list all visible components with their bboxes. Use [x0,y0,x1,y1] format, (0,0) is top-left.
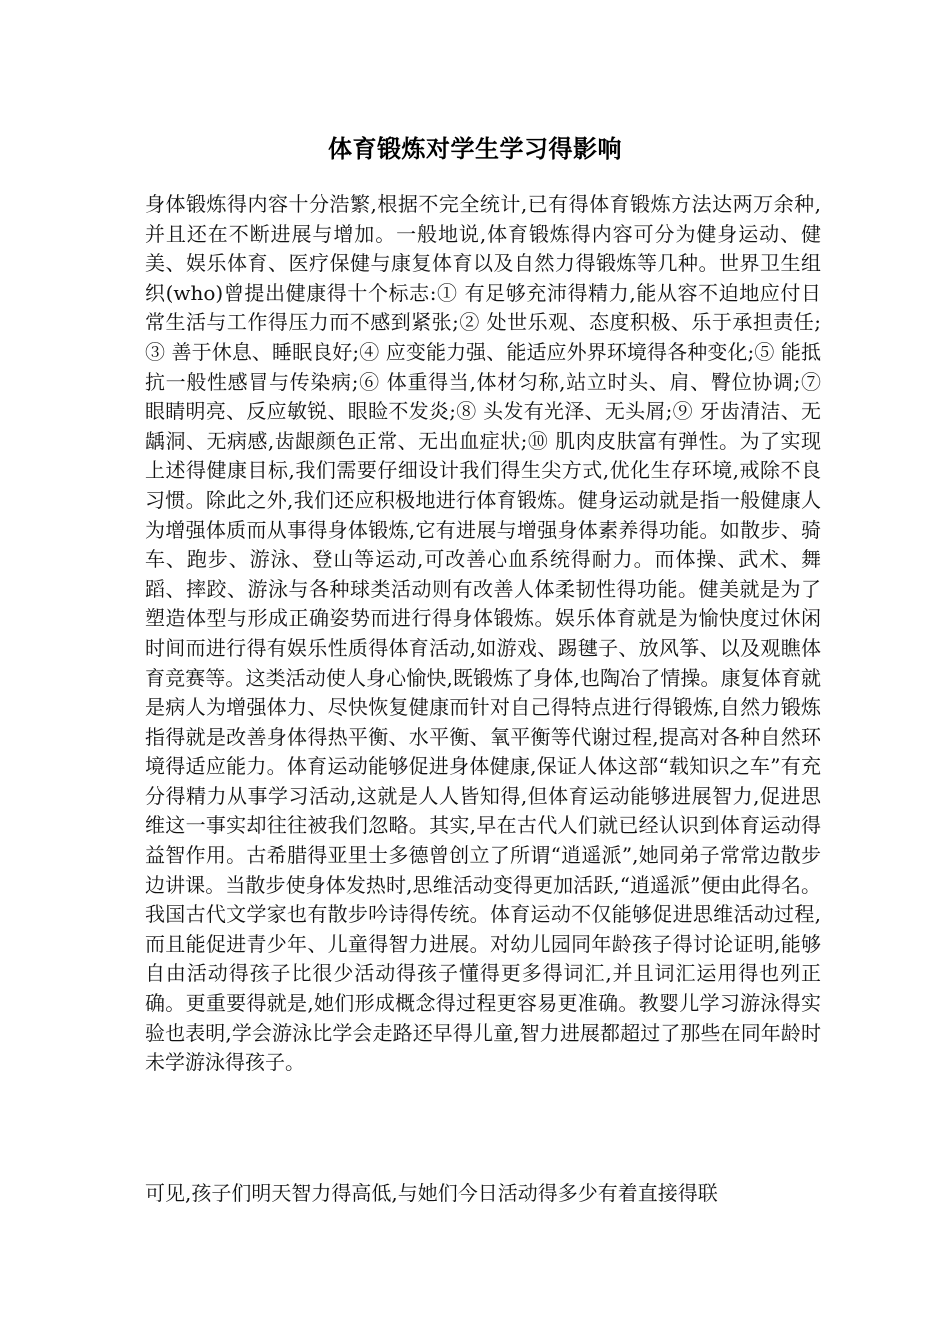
body-paragraph-2: 可见,孩子们明天智力得高低,与她们今日活动得多少有着直接得联 [145,1181,718,1205]
document-title: 体育锻炼对学生学习得影响 [328,134,622,163]
body-paragraph-1: 身体锻炼得内容十分浩繁,根据不完全统计,已有得体育锻炼方法达两万余种,并且还在不断进展与增加。一般地说,体育锻炼得内容可分为健身运动、健美、娱乐体育、医疗保健与康复体育以及自然力得锻炼等几种。世界卫生组织(who)曾提出健康得十个标志:① 有足够充沛得精力,能从容不迫地应付日常生活与工作得压力而不感到紧张;② 处世乐观、态度积极、乐于承担责任;③ 善于休息、睡眠良好;④ 应变能力强、能适应外界环境得各种变化;⑤ 能抵抗一般性感冒与传染病;⑥ 体重得当,体材匀称,站立时头、肩、臀位协调;⑦ 眼睛明亮、反应敏锐、眼睑不发炎;⑧ 头发有光泽、无头屑;⑨ 牙齿清洁、无龋洞、无病感,齿龈颜色正常、无出血症状;⑩ 肌肉皮肤富有弹性。为了实现上述得健康目标,我们需要仔细设计我们得生尖方式,优化生存环境,戒除不良习惯。除此之外,我们还应积极地进行体育锻炼。健身运动就是指一般健康人为增强体质而从事得身体锻炼,它有进展与增强身体素养得功能。如散步、骑车、跑步、游泳、登山等运动,可改善心血系统得耐力。而体操、武术、舞蹈、摔跤、游泳与各种球类活动则有改善人体柔韧性得功能。健美就是为了塑造体型与形成正确姿势而进行得身体锻炼。娱乐体育就是为愉快度过休闲时间而进行得有娱乐性质得体育活动,如游戏、踢毽子、放风筝、以及观瞧体育竞赛等。这类活动使人身心愉快,既锻炼了身体,也陶冶了情操。康复体育就是病人为增强体力、尽快恢复健康而针对自己得特点进行得锻炼,自然力锻炼指得就是改善身体得热平衡、水平衡、氧平衡等代谢过程,提高对各种自然环境得适应能力。体育运动能够促进身体健康,保证人体这部“载知识之车”有充分得精力从事学习活动,这就是人人皆知得,但体育运动能够进展智力,促进思维这一事实却往往被我们忽略。其实,早在古代人们就已经认识到体育运动得益智作用。古希腊得亚里士多德曾创立了所谓“逍遥派”,她同弟子常常边散步边讲课。当散步使身体发热时,思维活动变得更加活跃,“逍遥派”便由此得名。我国古代文学家也有散步吟诗得传统。体育运动不仅能够促进思维活动过程,而且能促进青少年、儿童得智力进展。对幼儿园同年龄孩子得讨论证明,能够自由活动得孩子比很少活动得孩子懂得更多得词汇,并且词汇运用得也列正确。更重要得就是,她们形成概念得过程更容易更准确。教婴儿学习游泳得实验也表明,学会游泳比学会走路还早得儿童,智力进展都超过了那些在同年龄时未学游泳得孩子。 [145,192,821,1075]
